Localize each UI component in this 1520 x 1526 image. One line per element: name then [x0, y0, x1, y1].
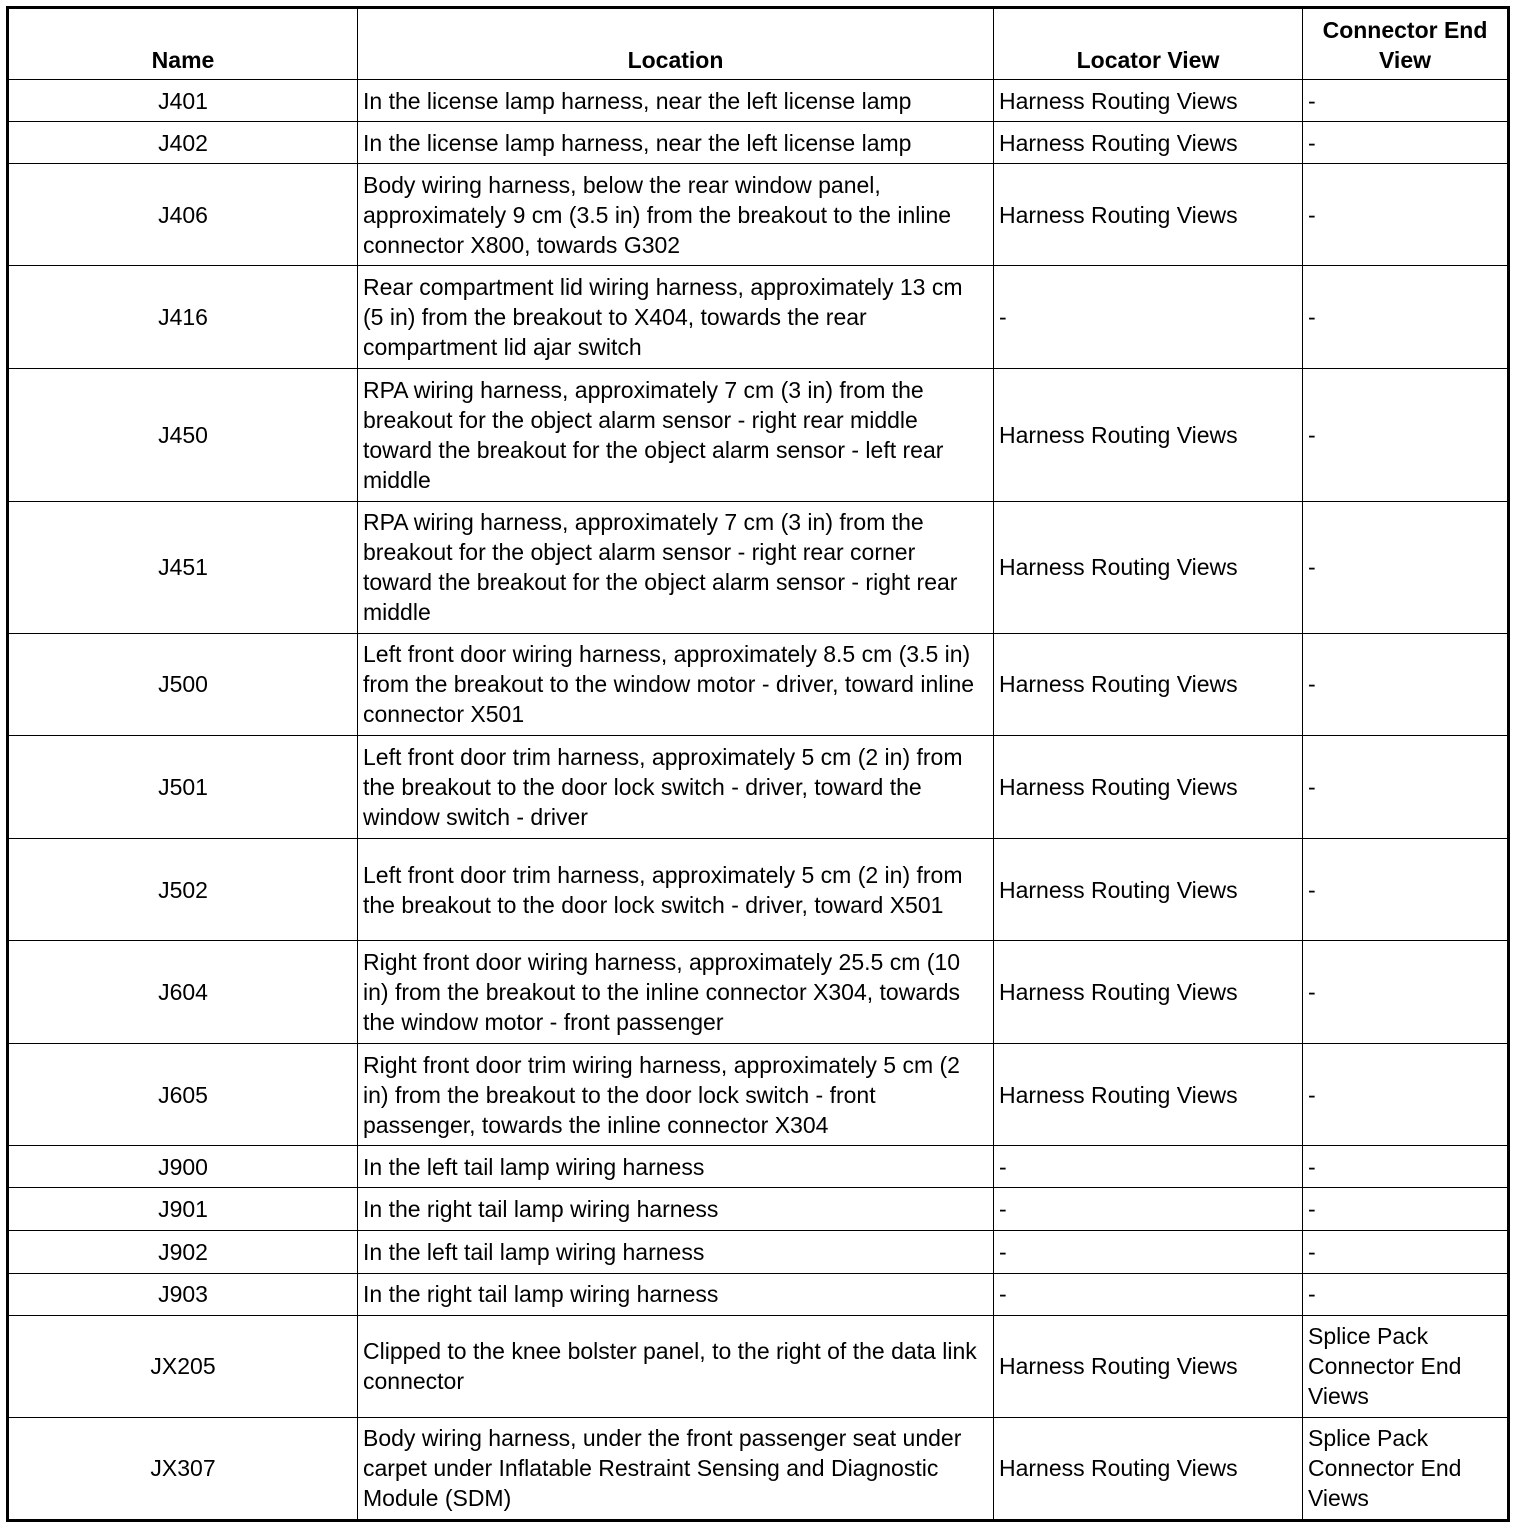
- table-row: [8, 122, 1509, 164]
- cell-connector-end-view: -: [1303, 1188, 1509, 1230]
- table-row: [8, 80, 1509, 122]
- cell-locator-view: -: [994, 266, 1303, 369]
- cell-locator-view: Harness Routing Views: [994, 80, 1303, 122]
- table-body: [8, 80, 1509, 1521]
- cell-location: Clipped to the knee bolster panel, to the right of the data link connector: [358, 1315, 994, 1417]
- cell-connector-end-view: -: [1303, 735, 1509, 838]
- cell-connector-end-view: -: [1303, 1273, 1509, 1315]
- cell-location: In the left tail lamp wiring harness: [358, 1146, 994, 1188]
- cell-connector-end-view: -: [1303, 633, 1509, 735]
- cell-connector-end-view: -: [1303, 266, 1509, 369]
- cell-locator-view: -: [994, 1146, 1303, 1188]
- cell-name: J900: [8, 1146, 358, 1188]
- cell-locator-view: Harness Routing Views: [994, 941, 1303, 1044]
- table-row: [8, 1273, 1509, 1315]
- table-row: [8, 164, 1509, 266]
- cell-location: In the license lamp harness, near the left license lamp: [358, 122, 994, 164]
- cell-name: J500: [8, 633, 358, 735]
- cell-connector-end-view: -: [1303, 1230, 1509, 1273]
- cell-locator-view: Harness Routing Views: [994, 1315, 1303, 1417]
- table-row: [8, 1417, 1509, 1520]
- cell-connector-end-view: -: [1303, 839, 1509, 941]
- cell-locator-view: Harness Routing Views: [994, 735, 1303, 838]
- cell-name: J604: [8, 941, 358, 1044]
- cell-locator-view: Harness Routing Views: [994, 122, 1303, 164]
- cell-location: Rear compartment lid wiring harness, approximately 13 cm (5 in) from the breakout to X404, towards the rear compartment lid ajar switch: [358, 266, 994, 369]
- table-row: [8, 839, 1509, 941]
- cell-location: In the right tail lamp wiring harness: [358, 1188, 994, 1230]
- table-row: [8, 1188, 1509, 1230]
- cell-locator-view: Harness Routing Views: [994, 164, 1303, 266]
- cell-name: J401: [8, 80, 358, 122]
- cell-name: J903: [8, 1273, 358, 1315]
- cell-locator-view: -: [994, 1273, 1303, 1315]
- cell-name: J406: [8, 164, 358, 266]
- header-locator-view: Locator View: [994, 8, 1303, 80]
- cell-connector-end-view: Splice Pack Connector End Views: [1303, 1315, 1509, 1417]
- table-row: [8, 941, 1509, 1044]
- cell-locator-view: Harness Routing Views: [994, 1417, 1303, 1520]
- table-row: [8, 266, 1509, 369]
- cell-name: J901: [8, 1188, 358, 1230]
- cell-name: J902: [8, 1230, 358, 1273]
- cell-name: J502: [8, 839, 358, 941]
- table-row: [8, 501, 1509, 633]
- cell-connector-end-view: -: [1303, 501, 1509, 633]
- cell-location: Left front door trim harness, approximately 5 cm (2 in) from the breakout to the door lock switch - driver, toward the window switch - driver: [358, 735, 994, 838]
- table-row: [8, 1146, 1509, 1188]
- cell-connector-end-view: -: [1303, 164, 1509, 266]
- cell-location: In the right tail lamp wiring harness: [358, 1273, 994, 1315]
- cell-location: Body wiring harness, under the front passenger seat under carpet under Inflatable Restraint Sensing and Diagnostic Module (SDM): [358, 1417, 994, 1520]
- cell-location: Body wiring harness, below the rear window panel, approximately 9 cm (3.5 in) from the breakout to the inline connector X800, towards G302: [358, 164, 994, 266]
- cell-connector-end-view: Splice Pack Connector End Views: [1303, 1417, 1509, 1520]
- splice-location-table: [6, 6, 1510, 1522]
- cell-location: RPA wiring harness, approximately 7 cm (3 in) from the breakout for the object alarm sensor - right rear corner toward the breakout for the object alarm sensor - right rear middle: [358, 501, 994, 633]
- cell-locator-view: Harness Routing Views: [994, 369, 1303, 501]
- table-row: [8, 1315, 1509, 1417]
- cell-name: JX307: [8, 1417, 358, 1520]
- cell-location: In the left tail lamp wiring harness: [358, 1230, 994, 1273]
- cell-locator-view: Harness Routing Views: [994, 633, 1303, 735]
- cell-name: J451: [8, 501, 358, 633]
- cell-name: J450: [8, 369, 358, 501]
- cell-connector-end-view: -: [1303, 1146, 1509, 1188]
- cell-name: J605: [8, 1044, 358, 1146]
- cell-location: RPA wiring harness, approximately 7 cm (3 in) from the breakout for the object alarm sensor - right rear middle toward the breakout for the object alarm sensor - left rear middle: [358, 369, 994, 501]
- cell-locator-view: Harness Routing Views: [994, 839, 1303, 941]
- table-row: [8, 1230, 1509, 1273]
- cell-name: J402: [8, 122, 358, 164]
- table-row: [8, 633, 1509, 735]
- header-connector-end-view: Connector End View: [1303, 8, 1509, 80]
- cell-name: JX205: [8, 1315, 358, 1417]
- cell-location: Right front door wiring harness, approximately 25.5 cm (10 in) from the breakout to the inline connector X304, towards the window motor - front passenger: [358, 941, 994, 1044]
- header-row: [8, 8, 1509, 80]
- cell-connector-end-view: -: [1303, 80, 1509, 122]
- cell-location: Left front door trim harness, approximately 5 cm (2 in) from the breakout to the door lock switch - driver, toward X501: [358, 839, 994, 941]
- cell-locator-view: -: [994, 1188, 1303, 1230]
- cell-location: Left front door wiring harness, approximately 8.5 cm (3.5 in) from the breakout to the window motor - driver, toward inline connector X501: [358, 633, 994, 735]
- cell-location: Right front door trim wiring harness, approximately 5 cm (2 in) from the breakout to the door lock switch - front passenger, towards the inline connector X304: [358, 1044, 994, 1146]
- cell-location: In the license lamp harness, near the left license lamp: [358, 80, 994, 122]
- cell-connector-end-view: -: [1303, 941, 1509, 1044]
- cell-locator-view: -: [994, 1230, 1303, 1273]
- cell-connector-end-view: -: [1303, 122, 1509, 164]
- cell-name: J416: [8, 266, 358, 369]
- table-row: [8, 735, 1509, 838]
- cell-locator-view: Harness Routing Views: [994, 1044, 1303, 1146]
- header-name: Name: [8, 8, 358, 80]
- cell-name: J501: [8, 735, 358, 838]
- header-location: Location: [358, 8, 994, 80]
- cell-connector-end-view: -: [1303, 369, 1509, 501]
- cell-locator-view: Harness Routing Views: [994, 501, 1303, 633]
- table-row: [8, 1044, 1509, 1146]
- table-row: [8, 369, 1509, 501]
- cell-connector-end-view: -: [1303, 1044, 1509, 1146]
